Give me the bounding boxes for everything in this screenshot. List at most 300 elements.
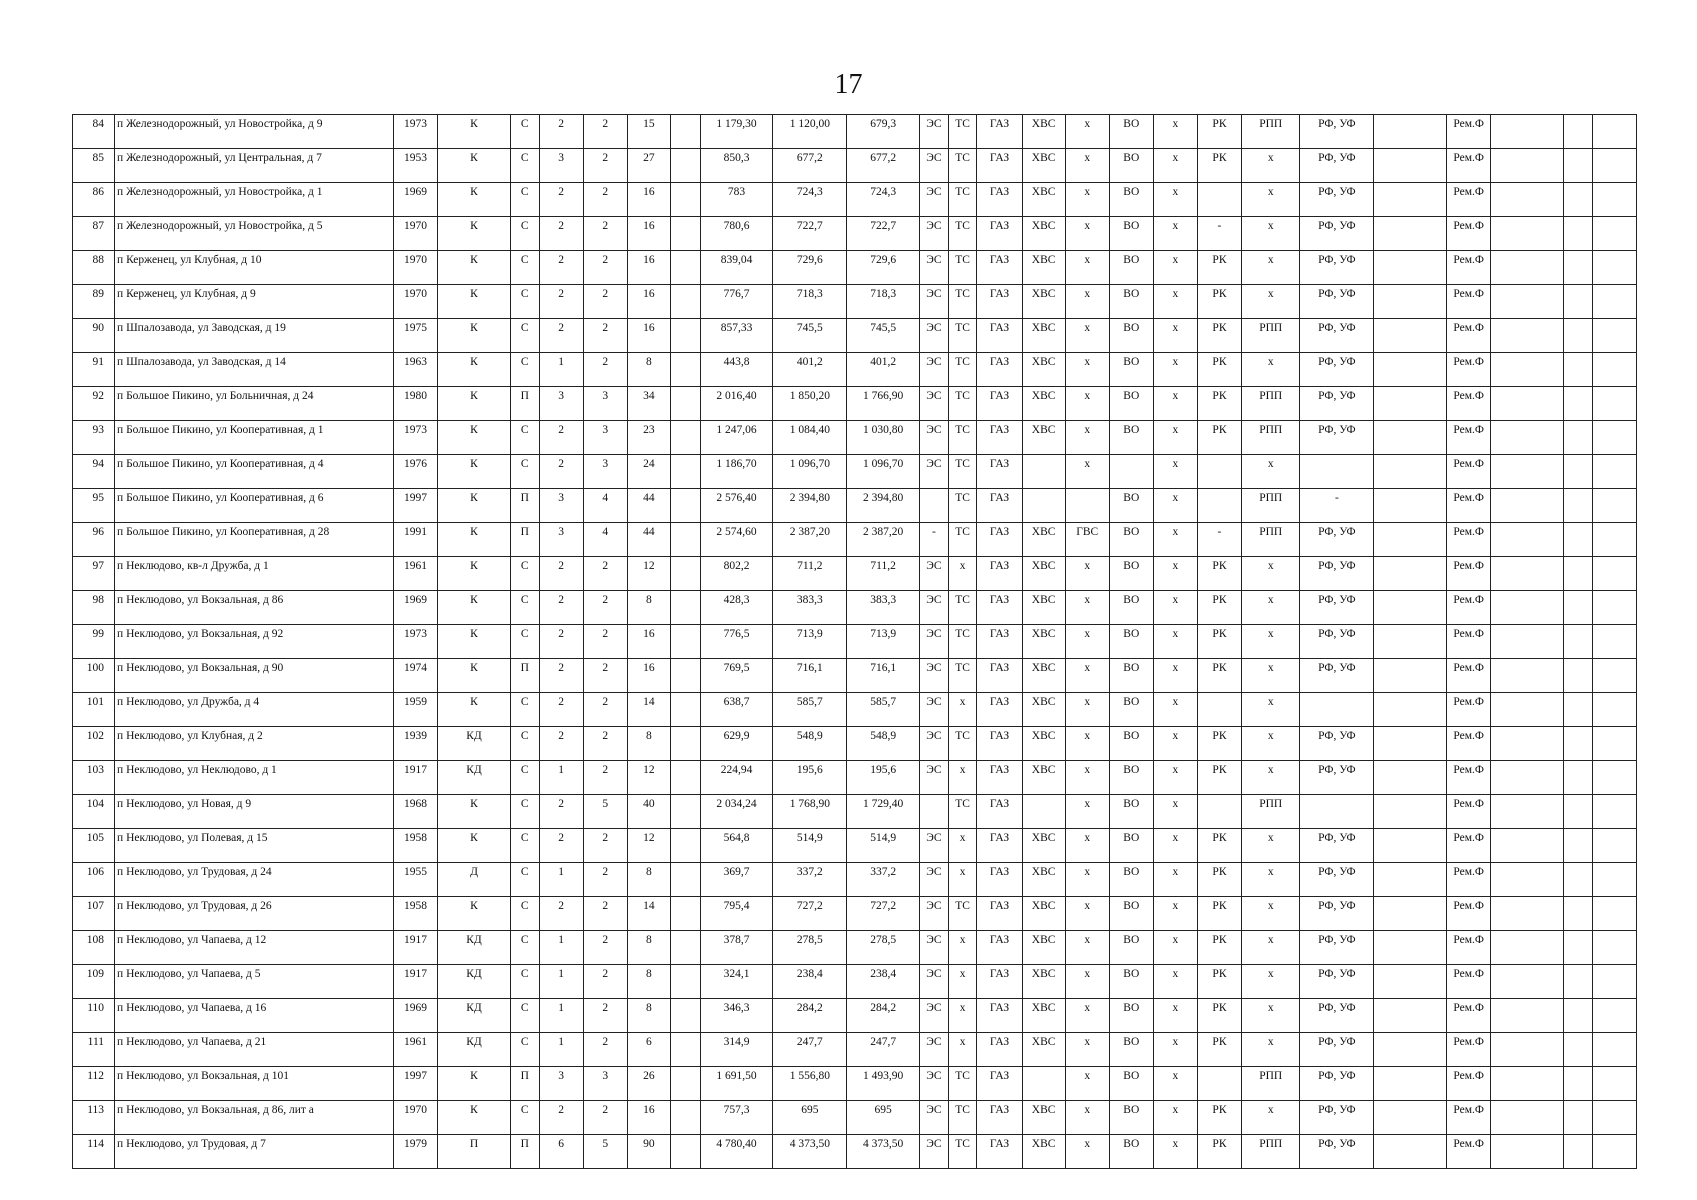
cell-col-22: РФ, УФ <box>1300 353 1374 387</box>
cell-col-23 <box>1374 829 1447 863</box>
cell-col-22: РФ, УФ <box>1300 761 1374 795</box>
cell-col-22: РФ, УФ <box>1300 931 1374 965</box>
cell-col-20: РК <box>1197 625 1241 659</box>
cell-fund: Рем.Ф <box>1447 1135 1491 1169</box>
cell-total-area: 314,9 <box>700 1033 773 1067</box>
cell-col-22: РФ, УФ <box>1300 829 1374 863</box>
cell-fund: Рем.Ф <box>1447 353 1491 387</box>
cell-living-area: 729,6 <box>773 251 847 285</box>
cell-fund: Рем.Ф <box>1447 489 1491 523</box>
cell-floors: 1 <box>539 965 583 999</box>
table-row <box>73 523 1637 557</box>
cell-col-25 <box>1491 217 1564 251</box>
cell-col-27 <box>1592 591 1636 625</box>
cell-cold-water: ХВС <box>1022 999 1065 1033</box>
cell-address: п Неклюдово, ул Дружба, д 4 <box>115 693 394 727</box>
cell-gas: ГАЗ <box>977 897 1022 931</box>
cell-col-26 <box>1564 897 1593 931</box>
table-row <box>73 149 1637 183</box>
cell-col-20: РК <box>1197 319 1241 353</box>
cell-col-23 <box>1374 659 1447 693</box>
cell-col-27 <box>1592 319 1636 353</box>
cell-col-21: х <box>1242 659 1300 693</box>
cell-col-25 <box>1491 1135 1564 1169</box>
cell-col-26 <box>1564 863 1593 897</box>
cell-col-19: х <box>1153 285 1197 319</box>
cell-col-22 <box>1300 455 1374 489</box>
cell-col-23 <box>1374 1101 1447 1135</box>
cell-gas: ГАЗ <box>977 251 1022 285</box>
cell-fund: Рем.Ф <box>1447 455 1491 489</box>
cell-electricity: ЭС <box>920 319 949 353</box>
cell-col-20: РК <box>1197 659 1241 693</box>
cell-apartments: 16 <box>627 625 670 659</box>
cell-hot-water: х <box>1065 149 1109 183</box>
cell-total-area: 839,04 <box>700 251 773 285</box>
cell-col-21: х <box>1242 285 1300 319</box>
cell-heating: ТС <box>948 659 977 693</box>
cell-living-area: 247,7 <box>773 1033 847 1067</box>
cell-col-19: х <box>1153 761 1197 795</box>
cell-floors: 6 <box>539 1135 583 1169</box>
cell-col-21: х <box>1242 149 1300 183</box>
cell-electricity: ЭС <box>920 285 949 319</box>
cell-address: п Неклюдово, ул Чапаева, д 5 <box>115 965 394 999</box>
cell-entrances: 3 <box>583 1067 627 1101</box>
cell-cold-water <box>1022 489 1065 523</box>
cell-electricity: ЭС <box>920 557 949 591</box>
cell-floors: 2 <box>539 251 583 285</box>
cell-col-22: - <box>1300 489 1374 523</box>
cell-col-19: х <box>1153 863 1197 897</box>
cell-cold-water: ХВС <box>1022 591 1065 625</box>
cell-blank <box>670 251 700 285</box>
cell-col-19: х <box>1153 795 1197 829</box>
cell-row-number: 99 <box>73 625 115 659</box>
cell-series: П <box>510 1067 539 1101</box>
cell-apartments: 14 <box>627 693 670 727</box>
cell-blank <box>670 897 700 931</box>
cell-blank <box>670 999 700 1033</box>
cell-apartments: 23 <box>627 421 670 455</box>
cell-entrances: 2 <box>583 1101 627 1135</box>
cell-address: п Шпалозавода, ул Заводская, д 14 <box>115 353 394 387</box>
cell-sewerage: ВО <box>1109 897 1153 931</box>
cell-blank <box>670 489 700 523</box>
cell-address: п Неклюдово, ул Новая, д 9 <box>115 795 394 829</box>
cell-col-19: х <box>1153 557 1197 591</box>
cell-electricity: ЭС <box>920 931 949 965</box>
cell-col-21: х <box>1242 1101 1300 1135</box>
cell-col-26 <box>1564 999 1593 1033</box>
cell-col-23 <box>1374 285 1447 319</box>
cell-sewerage: ВО <box>1109 149 1153 183</box>
cell-year-built: 1979 <box>394 1135 438 1169</box>
cell-col-26 <box>1564 693 1593 727</box>
cell-col-23 <box>1374 455 1447 489</box>
cell-col-23 <box>1374 353 1447 387</box>
cell-electricity <box>920 489 949 523</box>
cell-year-built: 1997 <box>394 1067 438 1101</box>
cell-col-23 <box>1374 489 1447 523</box>
cell-blank <box>670 931 700 965</box>
cell-wall-material: К <box>438 183 511 217</box>
cell-col-27 <box>1592 149 1636 183</box>
cell-sewerage: ВО <box>1109 727 1153 761</box>
cell-fund: Рем.Ф <box>1447 591 1491 625</box>
cell-hot-water: х <box>1065 727 1109 761</box>
cell-col-20: РК <box>1197 285 1241 319</box>
table-row <box>73 285 1637 319</box>
cell-col-19: х <box>1153 1135 1197 1169</box>
cell-heating: ТС <box>948 149 977 183</box>
cell-col-23 <box>1374 251 1447 285</box>
cell-wall-material: К <box>438 149 511 183</box>
cell-hot-water: х <box>1065 183 1109 217</box>
cell-apartments: 8 <box>627 931 670 965</box>
cell-row-number: 104 <box>73 795 115 829</box>
cell-col-25 <box>1491 285 1564 319</box>
cell-living-area: 585,7 <box>773 693 847 727</box>
cell-sewerage: ВО <box>1109 557 1153 591</box>
cell-cold-water: ХВС <box>1022 1033 1065 1067</box>
cell-residential-area: 284,2 <box>847 999 920 1033</box>
cell-series: С <box>510 149 539 183</box>
cell-apartments: 44 <box>627 489 670 523</box>
cell-row-number: 113 <box>73 1101 115 1135</box>
cell-row-number: 92 <box>73 387 115 421</box>
cell-cold-water: ХВС <box>1022 931 1065 965</box>
cell-col-26 <box>1564 659 1593 693</box>
cell-total-area: 4 780,40 <box>700 1135 773 1169</box>
table-row <box>73 1101 1637 1135</box>
cell-address: п Большое Пикино, ул Больничная, д 24 <box>115 387 394 421</box>
cell-address: п Неклюдово, ул Трудовая, д 7 <box>115 1135 394 1169</box>
cell-row-number: 97 <box>73 557 115 591</box>
cell-address: п Шпалозавода, ул Заводская, д 19 <box>115 319 394 353</box>
cell-heating: ТС <box>948 795 977 829</box>
cell-sewerage: ВО <box>1109 1101 1153 1135</box>
cell-apartments: 8 <box>627 727 670 761</box>
cell-gas: ГАЗ <box>977 387 1022 421</box>
cell-series: П <box>510 659 539 693</box>
cell-entrances: 2 <box>583 693 627 727</box>
cell-col-26 <box>1564 829 1593 863</box>
cell-cold-water <box>1022 795 1065 829</box>
cell-series: П <box>510 523 539 557</box>
cell-row-number: 87 <box>73 217 115 251</box>
cell-col-20: РК <box>1197 387 1241 421</box>
cell-col-25 <box>1491 931 1564 965</box>
cell-blank <box>670 795 700 829</box>
cell-col-26 <box>1564 183 1593 217</box>
cell-year-built: 1975 <box>394 319 438 353</box>
cell-series: С <box>510 285 539 319</box>
cell-col-20: РК <box>1197 897 1241 931</box>
cell-gas: ГАЗ <box>977 1033 1022 1067</box>
cell-col-27 <box>1592 217 1636 251</box>
cell-col-23 <box>1374 1135 1447 1169</box>
cell-year-built: 1976 <box>394 455 438 489</box>
cell-col-27 <box>1592 353 1636 387</box>
cell-residential-area: 718,3 <box>847 285 920 319</box>
cell-row-number: 106 <box>73 863 115 897</box>
cell-col-27 <box>1592 387 1636 421</box>
cell-sewerage: ВО <box>1109 1067 1153 1101</box>
cell-hot-water: х <box>1065 625 1109 659</box>
cell-total-area: 224,94 <box>700 761 773 795</box>
cell-col-21: х <box>1242 761 1300 795</box>
cell-hot-water: х <box>1065 285 1109 319</box>
cell-hot-water: х <box>1065 455 1109 489</box>
cell-hot-water: х <box>1065 251 1109 285</box>
cell-fund: Рем.Ф <box>1447 217 1491 251</box>
cell-year-built: 1961 <box>394 1033 438 1067</box>
cell-total-area: 776,7 <box>700 285 773 319</box>
cell-apartments: 12 <box>627 557 670 591</box>
cell-apartments: 12 <box>627 761 670 795</box>
cell-series: П <box>510 489 539 523</box>
cell-col-22: РФ, УФ <box>1300 591 1374 625</box>
cell-series: С <box>510 591 539 625</box>
housing-registry-table <box>72 114 1637 1169</box>
cell-row-number: 88 <box>73 251 115 285</box>
cell-row-number: 96 <box>73 523 115 557</box>
cell-floors: 2 <box>539 319 583 353</box>
cell-col-19: х <box>1153 489 1197 523</box>
cell-col-26 <box>1564 387 1593 421</box>
cell-col-27 <box>1592 965 1636 999</box>
cell-wall-material: К <box>438 897 511 931</box>
cell-col-25 <box>1491 1033 1564 1067</box>
cell-entrances: 5 <box>583 1135 627 1169</box>
cell-col-25 <box>1491 693 1564 727</box>
cell-col-23 <box>1374 1033 1447 1067</box>
cell-heating: ТС <box>948 319 977 353</box>
cell-year-built: 1969 <box>394 183 438 217</box>
cell-total-area: 1 691,50 <box>700 1067 773 1101</box>
cell-wall-material: К <box>438 319 511 353</box>
cell-col-26 <box>1564 115 1593 149</box>
cell-year-built: 1963 <box>394 353 438 387</box>
cell-sewerage: ВО <box>1109 965 1153 999</box>
cell-hot-water: х <box>1065 931 1109 965</box>
cell-col-23 <box>1374 897 1447 931</box>
cell-living-area: 724,3 <box>773 183 847 217</box>
cell-col-21: х <box>1242 353 1300 387</box>
cell-series: С <box>510 1101 539 1135</box>
cell-apartments: 6 <box>627 1033 670 1067</box>
cell-blank <box>670 387 700 421</box>
cell-hot-water: х <box>1065 421 1109 455</box>
cell-apartments: 16 <box>627 285 670 319</box>
cell-col-21: х <box>1242 217 1300 251</box>
cell-blank <box>670 319 700 353</box>
table-row <box>73 795 1637 829</box>
cell-address: п Большое Пикино, ул Кооперативная, д 28 <box>115 523 394 557</box>
cell-gas: ГАЗ <box>977 795 1022 829</box>
cell-blank <box>670 455 700 489</box>
cell-year-built: 1917 <box>394 965 438 999</box>
cell-year-built: 1969 <box>394 999 438 1033</box>
cell-col-25 <box>1491 523 1564 557</box>
cell-floors: 1 <box>539 761 583 795</box>
cell-total-area: 2 016,40 <box>700 387 773 421</box>
cell-col-26 <box>1564 965 1593 999</box>
cell-cold-water: ХВС <box>1022 217 1065 251</box>
cell-floors: 2 <box>539 727 583 761</box>
cell-blank <box>670 965 700 999</box>
cell-col-26 <box>1564 285 1593 319</box>
cell-col-22: РФ, УФ <box>1300 149 1374 183</box>
cell-col-25 <box>1491 591 1564 625</box>
cell-wall-material: К <box>438 489 511 523</box>
cell-electricity: ЭС <box>920 999 949 1033</box>
cell-col-21: РПП <box>1242 523 1300 557</box>
cell-year-built: 1970 <box>394 1101 438 1135</box>
cell-row-number: 102 <box>73 727 115 761</box>
cell-sewerage: ВО <box>1109 931 1153 965</box>
cell-col-20: РК <box>1197 965 1241 999</box>
cell-col-25 <box>1491 863 1564 897</box>
cell-col-25 <box>1491 829 1564 863</box>
cell-electricity: ЭС <box>920 693 949 727</box>
cell-hot-water: х <box>1065 319 1109 353</box>
cell-row-number: 110 <box>73 999 115 1033</box>
cell-col-22: РФ, УФ <box>1300 285 1374 319</box>
cell-floors: 2 <box>539 829 583 863</box>
cell-heating: ТС <box>948 1135 977 1169</box>
cell-residential-area: 677,2 <box>847 149 920 183</box>
cell-col-21: х <box>1242 1033 1300 1067</box>
cell-heating: х <box>948 557 977 591</box>
cell-total-area: 795,4 <box>700 897 773 931</box>
cell-col-21: х <box>1242 727 1300 761</box>
cell-col-25 <box>1491 353 1564 387</box>
cell-col-25 <box>1491 999 1564 1033</box>
cell-col-23 <box>1374 863 1447 897</box>
cell-sewerage: ВО <box>1109 591 1153 625</box>
cell-total-area: 857,33 <box>700 319 773 353</box>
cell-living-area: 1 084,40 <box>773 421 847 455</box>
cell-floors: 2 <box>539 591 583 625</box>
cell-floors: 2 <box>539 557 583 591</box>
cell-wall-material: К <box>438 455 511 489</box>
cell-col-26 <box>1564 251 1593 285</box>
cell-heating: ТС <box>948 897 977 931</box>
cell-cold-water: ХВС <box>1022 523 1065 557</box>
cell-living-area: 1 850,20 <box>773 387 847 421</box>
cell-apartments: 16 <box>627 1101 670 1135</box>
cell-entrances: 2 <box>583 931 627 965</box>
cell-col-20: РК <box>1197 251 1241 285</box>
cell-address: п Неклюдово, ул Чапаева, д 12 <box>115 931 394 965</box>
cell-wall-material: К <box>438 1067 511 1101</box>
cell-apartments: 8 <box>627 353 670 387</box>
cell-gas: ГАЗ <box>977 523 1022 557</box>
cell-row-number: 84 <box>73 115 115 149</box>
cell-series: С <box>510 217 539 251</box>
cell-floors: 2 <box>539 625 583 659</box>
cell-col-25 <box>1491 455 1564 489</box>
cell-sewerage: ВО <box>1109 999 1153 1033</box>
page-number: 17 <box>834 69 863 100</box>
cell-blank <box>670 523 700 557</box>
cell-sewerage: ВО <box>1109 829 1153 863</box>
cell-col-19: х <box>1153 829 1197 863</box>
table-row <box>73 421 1637 455</box>
cell-col-25 <box>1491 659 1564 693</box>
table-row <box>73 387 1637 421</box>
registry-body <box>73 115 1637 1169</box>
cell-entrances: 2 <box>583 965 627 999</box>
cell-col-21: х <box>1242 251 1300 285</box>
cell-total-area: 443,8 <box>700 353 773 387</box>
table-row <box>73 659 1637 693</box>
cell-col-21: РПП <box>1242 115 1300 149</box>
cell-heating: ТС <box>948 387 977 421</box>
cell-cold-water: ХВС <box>1022 387 1065 421</box>
cell-col-22: РФ, УФ <box>1300 625 1374 659</box>
cell-hot-water: х <box>1065 1101 1109 1135</box>
cell-col-25 <box>1491 421 1564 455</box>
cell-blank <box>670 727 700 761</box>
cell-col-20 <box>1197 183 1241 217</box>
cell-living-area: 745,5 <box>773 319 847 353</box>
cell-total-area: 369,7 <box>700 863 773 897</box>
cell-wall-material: К <box>438 115 511 149</box>
cell-wall-material: К <box>438 591 511 625</box>
cell-heating: х <box>948 761 977 795</box>
cell-address: п Неклюдово, ул Чапаева, д 21 <box>115 1033 394 1067</box>
cell-floors: 1 <box>539 353 583 387</box>
cell-fund: Рем.Ф <box>1447 183 1491 217</box>
cell-floors: 2 <box>539 285 583 319</box>
cell-entrances: 2 <box>583 897 627 931</box>
table-row <box>73 625 1637 659</box>
cell-col-27 <box>1592 829 1636 863</box>
cell-cold-water: ХВС <box>1022 863 1065 897</box>
cell-wall-material: К <box>438 251 511 285</box>
cell-sewerage: ВО <box>1109 863 1153 897</box>
cell-entrances: 2 <box>583 625 627 659</box>
cell-apartments: 8 <box>627 863 670 897</box>
cell-col-26 <box>1564 591 1593 625</box>
cell-series: С <box>510 999 539 1033</box>
cell-fund: Рем.Ф <box>1447 829 1491 863</box>
cell-wall-material: К <box>438 557 511 591</box>
cell-apartments: 26 <box>627 1067 670 1101</box>
cell-cold-water <box>1022 455 1065 489</box>
cell-col-25 <box>1491 183 1564 217</box>
cell-residential-area: 716,1 <box>847 659 920 693</box>
cell-col-19: х <box>1153 183 1197 217</box>
cell-year-built: 1917 <box>394 931 438 965</box>
cell-floors: 2 <box>539 795 583 829</box>
table-row <box>73 727 1637 761</box>
cell-cold-water: ХВС <box>1022 183 1065 217</box>
cell-entrances: 2 <box>583 999 627 1033</box>
table-row <box>73 897 1637 931</box>
cell-year-built: 1968 <box>394 795 438 829</box>
cell-col-27 <box>1592 285 1636 319</box>
cell-blank <box>670 217 700 251</box>
cell-electricity: ЭС <box>920 217 949 251</box>
cell-heating: ТС <box>948 1101 977 1135</box>
cell-col-27 <box>1592 693 1636 727</box>
cell-hot-water: х <box>1065 795 1109 829</box>
cell-living-area: 1 096,70 <box>773 455 847 489</box>
